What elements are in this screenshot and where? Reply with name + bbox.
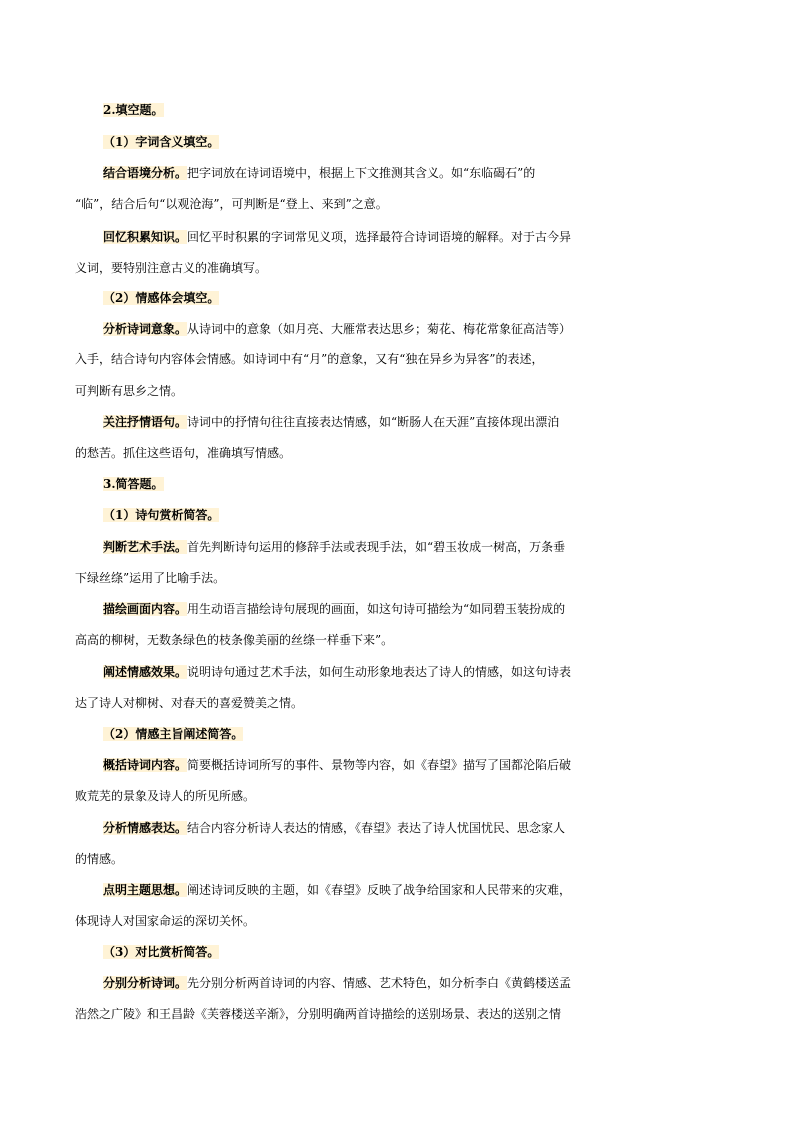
- paragraph-text: 把字词放在诗词语境中，根据上下文推测其含义。如“东临碣石”的: [187, 166, 536, 180]
- paragraph-line: [103, 594, 722, 624]
- paragraph-line: [103, 813, 722, 843]
- subsection-heading: [103, 719, 722, 749]
- paragraph-line: [75, 344, 722, 374]
- paragraph-text: “临”，结合后句“以观沧海”，可判断是“登上、来到”之意。: [75, 197, 388, 211]
- paragraph-text: 结合内容分析诗人表达的情感，《春望》表达了诗人忧国忧民、思念家人: [187, 821, 566, 835]
- paragraph-line: [103, 657, 722, 687]
- heading-text: （2）情感主旨阐述简答。: [103, 727, 244, 741]
- paragraph-lead: 描绘画面内容。: [103, 602, 188, 616]
- paragraph-line: [75, 563, 722, 593]
- paragraph-line: [75, 844, 722, 874]
- paragraph-line: [75, 999, 722, 1029]
- paragraph-line: [75, 376, 722, 406]
- heading-text: 2.填空题。: [103, 103, 164, 117]
- paragraph-lead: 关注抒情语句。: [103, 415, 188, 429]
- paragraph-text: 下绿丝绦”运用了比喻手法。: [75, 571, 226, 585]
- paragraph-text: 入手，结合诗句内容体会情感。如诗词中有“月”的意象，又有“独在异乡为异客”的表述，: [75, 352, 544, 366]
- paragraph-lead: 回忆积累知识。: [103, 230, 188, 244]
- paragraph-text: 可判断有思乡之情。: [75, 384, 184, 398]
- heading-text: （3）对比赏析简答。: [103, 945, 220, 959]
- heading-text: （1）字词含义填空。: [103, 135, 220, 149]
- paragraph-text: 从诗词中的意象（如月亮、大雁常表达思乡；菊花、梅花常象征高洁等）: [187, 322, 572, 336]
- subsection-heading: [103, 937, 722, 967]
- paragraph-lead: 分析诗词意象。: [103, 322, 188, 336]
- paragraph-line: [103, 875, 722, 905]
- paragraph-text: 达了诗人对柳树、对春天的喜爱赞美之情。: [75, 696, 304, 710]
- paragraph-line: [103, 222, 722, 252]
- paragraph-text: 用生动语言描绘诗句展现的画面，如这句诗可描绘为“如同碧玉装扮成的: [187, 602, 566, 616]
- paragraph-line: [103, 407, 722, 437]
- paragraph-line: [75, 189, 722, 219]
- subsection-heading: [103, 500, 722, 530]
- paragraph-text: 首先判断诗句运用的修辞手法或表现手法，如“碧玉妆成一树高，万条垂: [187, 540, 566, 554]
- paragraph-line: [103, 750, 722, 780]
- paragraph-line: [75, 253, 722, 283]
- paragraph-line: [75, 438, 722, 468]
- paragraph-text: 败荒芜的景象及诗人的所见所感。: [75, 789, 256, 803]
- paragraph-text: 义词，要特别注意古义的准确填写。: [75, 261, 268, 275]
- paragraph-text: 回忆平时积累的字词常见义项，选择最符合诗词语境的解释。对于古今异: [187, 230, 572, 244]
- paragraph-line: [103, 314, 722, 344]
- paragraph-line: [75, 688, 722, 718]
- paragraph-text: 说明诗句通过艺术手法，如何生动形象地表达了诗人的情感，如这句诗表: [187, 665, 572, 679]
- paragraph-text: 阐述诗词反映的主题，如《春望》反映了战争给国家和人民带来的灾难，: [187, 883, 572, 897]
- paragraph-text: 先分别分析两首诗词的内容、情感、艺术特色，如分析李白《黄鹤楼送孟: [187, 976, 572, 990]
- paragraph-line: [75, 906, 722, 936]
- section-heading: [103, 95, 722, 125]
- paragraph-text: 的情感。: [75, 852, 124, 866]
- paragraph-lead: 分别分析诗词。: [103, 976, 188, 990]
- subsection-heading: [103, 127, 722, 157]
- heading-text: （2）情感体会填空。: [103, 291, 220, 305]
- paragraph-text: 诗词中的抒情句往往直接表达情感，如“断肠人在天涯”直接体现出漂泊: [187, 415, 560, 429]
- paragraph-line: [75, 625, 722, 655]
- paragraph-line: [75, 781, 722, 811]
- paragraph-line: [103, 532, 722, 562]
- paragraph-text: 浩然之广陵》和王昌龄《芙蓉楼送辛渐》，分别明确两首诗描绘的送别场景、表达的送别之情: [75, 1007, 562, 1021]
- paragraph-lead: 概括诗词内容。: [103, 758, 188, 772]
- paragraph-line: [103, 158, 722, 188]
- paragraph-text: 简要概括诗词所写的事件、景物等内容，如《春望》描写了国都沦陷后破: [187, 758, 572, 772]
- paragraph-line: [103, 968, 722, 998]
- paragraph-lead: 判断艺术手法。: [103, 540, 188, 554]
- paragraph-lead: 结合语境分析。: [103, 166, 188, 180]
- paragraph-lead: 点明主题思想。: [103, 883, 188, 897]
- heading-text: （1）诗句赏析简答。: [103, 508, 220, 522]
- paragraph-text: 的愁苦。抓住这些语句，准确填写情感。: [75, 446, 292, 460]
- section-heading: [103, 469, 722, 499]
- paragraph-text: 高高的柳树，无数条绿色的枝条像美丽的丝绦一样垂下来”。: [75, 633, 394, 647]
- paragraph-text: 体现诗人对国家命运的深切关怀。: [75, 914, 256, 928]
- heading-text: 3.简答题。: [103, 477, 164, 491]
- paragraph-lead: 分析情感表达。: [103, 821, 188, 835]
- paragraph-lead: 阐述情感效果。: [103, 665, 188, 679]
- subsection-heading: [103, 283, 722, 313]
